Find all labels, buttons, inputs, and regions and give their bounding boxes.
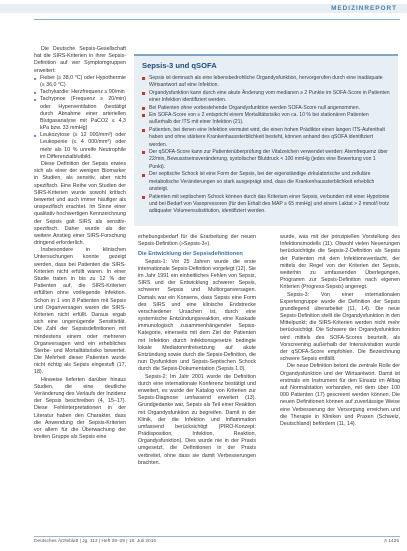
- header-rule: [34, 19, 400, 20]
- body-paragraph: Diese Definition der Sepsis erwies sich als einer der wenigen Biomarker in Studien, als sensitiv, aber nicht spezifisch. Eine Reihe von Studien der SIRS-Kriterien wurde sowohl kritisch bewertet und auch immer häufiger als unspezifisch erachtet. Im Sinne einer qualitativ hochwertigen Kennzeichnung der Sepsis galt SIRS als sensitiv-spezifisch. Daher wurde als der weitere Anstieg einer SIRS-Forschung dringend erforderlich.: [34, 161, 126, 247]
- box-list: [142, 75, 392, 216]
- box-list-item: Ein SOFA-Score von ≥ 2 entspricht einem Mortalitätsrisiko von ca. 10 % bei stationären Patienten außerhalb der ITS mit einer Infektion (21).: [142, 112, 392, 127]
- body-paragraph: Hinweise lieferten darüber hinaus Studien, die eine deutliche Veränderung des Verlaufs der Inzidenz der Sepsis beschreiben (4, 15–17). Diese Fehlinterpretationen in der Literatur haben den Charakter, dass die Anwendung der Sepsis-Kriterien vor allem für die Überwachung der breiten Gruppe als Sepsis eine: [34, 376, 126, 441]
- box-list-item: Organdysfunktion kann durch eine akute Änderung vom medianen ≥ 2 Punkte im SOFA-Score in Patienten einer Infektion identifiziert werden.: [142, 90, 392, 105]
- lead-paragraph: erhebungsbedarf für die Erarbeitung der neuen Sepsis-Definition (»Sepsis-3«).: [138, 234, 256, 248]
- column-left: [34, 46, 126, 441]
- bullet-item: ■ Tachypnoe (Frequenz ≥ 20/min) oder Hyperventilation (bestätigt durch Abnahme einer arteriellen Blutgasanalyse mit PaCO2 ≤ 4,3 kPa bzw. 33 mmHg): [34, 96, 126, 132]
- box-list-item: Sepsis ist demnach als eine lebensbedrohliche Organdysfunktion, hervorgerufen durch eine inadäquate Wirtsantwort auf eine Infektion.: [142, 75, 392, 90]
- body-paragraph: Sepsis-3: Von einer internationalen Expertengruppe wurde die Definition der Sepsis grundlegend überarbeitet (11, 14). Die neue Sepsis-Definition stellt die Organdysfunktion in den Mittelpunkt; die SIRS-Kriterien werden nicht mehr berücksichtigt. Die Schwere der Organdysfunktion wird mittels des SOFA-Scores beurteilt, als Vorscreening außerhalb der Intensivstation wurde der qSOFA-Score empfohlen. Die Bezeichnung schwere Sepsis entfällt.: [280, 291, 400, 363]
- box-list-item: Der qSOFA-Score kann zur Patientenüberprüfung der Vitalzeichen verwendet werden: Atemfrequenz über 22/min, Bewusstseinsveränderung, systolischer Blutdruck < 100 mmHg (jedes eine Bewertung von 1 Punkt).: [142, 149, 392, 171]
- section-heading: Die Entwicklung der Sepsisdefinitionen: [138, 251, 243, 258]
- section-label: MEDIZINREPORT: [331, 5, 397, 12]
- bullet-item: ■ Tachykardie: Herzfrequenz ≥ 90/min: [34, 89, 126, 96]
- box-list-item: Der septische Schock ist eine Form der Sepsis, bei der eigenständige zirkulatorische und zelluläre metabolische Veränderungen so stark ausgeprägt sind, dass die Krankenhaussterblichkeit erheblich ansteigt.: [142, 171, 392, 193]
- body-paragraph: Die neue Definition betont die zentrale Rolle der Organdysfunktion und der Wirtsantwort. Damit ist erstmals ein Instrument für den Einsatz im Alltag auf Normalstation vorhanden, mit dem über 100 000 Patienten (17) gescreent werden können. Die neuen Definitionen können auf zuverlässige Weise eine Verbesserung der Versorgung erreichen und die Therapie in Kliniken und Praxen (Schweiz, Deutschland) befördern (11, 14).: [280, 363, 400, 427]
- box-title: Sepsis-3 und qSOFA: [142, 61, 217, 70]
- body-paragraph: Sepsis-2: Im Jahr 2001 wurde die Definition durch eine internationale Konferenz bestätigt und erweitert, es wurde der Katalog von Kriterien zur Sepsis-Diagnose umfassend erweitert (13). Grundgedanke war, Sepsis als Teil einer Reaktion mit Organdysfunktion zu begreifen. Damit in der Klinik, der die Infektion und Inflammation umfassend berücksichtigt (PIRO-Konzept: Prädisposition, Infektion, Reaktion, Organdysfunktion). Dies wurde nie in der Praxis umgesetzt, die Definitionen in der Praxis verbreitet, ohne dass sie damit Verbesserungen brachten.: [138, 373, 256, 466]
- box-list-item: Patienten mit septischem Schock können durch das Kriterium einer Sepsis, verbunden mit einer Hypotonie und bei Bedarf von Vasopressoren (für den Erhalt des MAP ≥ 65 mmHg) und einem Laktat > 2 mmol/l trotz adäquater Volumensubstitution, identifiziert werden.: [142, 194, 392, 216]
- intro-paragraph: Die Deutsche Sepsis-Gesellschaft hat die SIRS-Kriterien in ihrer Sepsis-Definition auf vier Symptomgruppen erweitert:: [34, 46, 126, 74]
- page-number: A 1425: [384, 539, 399, 544]
- footer-rule: [34, 536, 400, 537]
- journal-citation: Deutsches Ärzteblatt | Jg. 113 | Heft 28–29 | 18. Juli 2016: [34, 539, 157, 544]
- body-paragraph: Sepsis-1: Vor 25 Jahren wurde die erste internationale Sepsis-Definition vorgelegt (12). Sie im Jahr 1991 ein einheitliches Fehlen von Sepsis, SIRS und der Entwicklung schwerer Sepsis, schwerer Sepsis und Multiorganversagen. Damals war ein Konsens, dass Sepsis eine Form des SIRS und eine klinische Endstrecke verschiedener Ursachen ist, durch eine systemische Entzündungsreaktion, eine Kaskade immunologisch zusammenhängender Sepsis-Kategorie, einerseits mit dem Ziel der Patienten mit Infektion durch Infektionsgesetze bedingte lokale Mediatorenfreisetzung auf akute Entzündung sowie durch die Sepsis-Definition, die nun Dysfunktion und Sepsis-Septischen Schock durch die Sepsis-Dokumentation (Sepsis 1.0).: [138, 258, 256, 373]
- body-paragraph: wurde, was mit der prinzipiellen Vorstellung des Infektionsmodells (11). Obwohl vielen Neuerungen berücksichtigte die Sepsis-2-Definition als Sepsis der Patienten mit dem Infektionsverdacht, der mittels der Regel von der Kriterien der Sepsis, weiterhin zu umfassenden Überlegungen, Programm zur Sepsis-Definition nach eigenen Kriterien (Progress-Sepsis) angeregt.: [280, 234, 400, 291]
- box-list-item: Bei Patienten ohne vorbestehende Organdysfunktion werden SOFA-Score null angenommen.: [142, 105, 392, 112]
- body-paragraph: Insbesondere in klinischen Untersuchungen konnte gezeigt werden, dass bei Patienten die SIRS-Kriterien nicht erfüllt waren. In einer Studie traten in bis zu 12 % der Patienten auf, die SIRS-Kriterien erfüllten ohne vorliegende Infektion. Schon in 1 von 8 Patienten mit Sepsis und Organversagen waren die SIRS-Kriterien nicht erfüllt. Daraus ergab sich eine ungenügende Sensitivität. Die Zahl der Sepsisdefinitionen mit mindestens einem oder mehreren Organversagen wird ein erhebliches Sterbe- und Mortalitätsrisiko bewertet. Die Mehrheit dieser Patienten wurde nicht richtig als Sepsis eingestuft (17, 18).: [34, 247, 126, 376]
- info-box: [134, 54, 398, 226]
- column-right: [280, 234, 400, 428]
- bullet-item: ■ Fieber (≥ 38,0 °C) oder Hypothermie (≤ 36,0 °C): [34, 75, 126, 89]
- box-list-item: Patienten, bei denen eine Infektion vermutet wird, die einen hohen Prädiktor einen langen ITS-Aufenthalt haben und ohne stärkere Krankenhaussterblichkeit besteht, können anhand des qSOFA identifiziert werden.: [142, 127, 392, 149]
- bullet-item: ■ Leukozytose (≥ 12 000/mm³) oder Leukopenie (≤ 4 000/mm³) oder mehr als 10 % unreife Neutrophile im Differenzialblutbild.: [34, 132, 126, 161]
- column-middle: [138, 234, 256, 467]
